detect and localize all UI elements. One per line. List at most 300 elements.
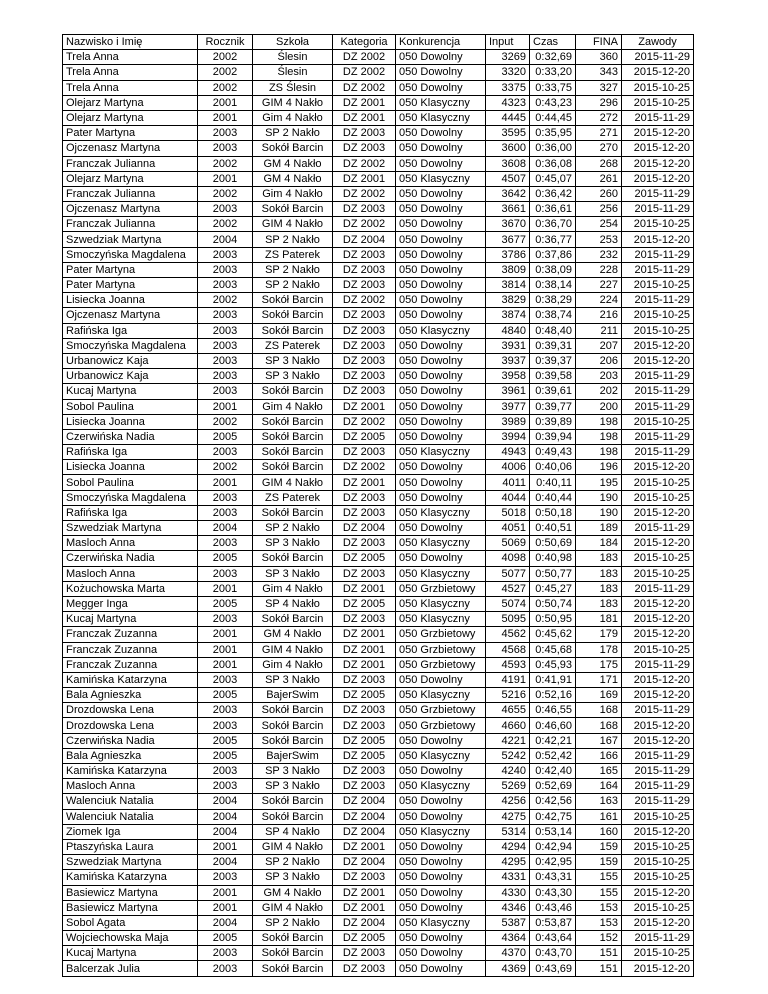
cell-year: 2003 xyxy=(198,202,253,217)
table-row xyxy=(63,490,694,505)
cell-time: 0:40,44 xyxy=(530,490,576,505)
cell-fina: 260 xyxy=(576,186,622,201)
cell-fina: 155 xyxy=(576,885,622,900)
cell-input: 5216 xyxy=(486,688,530,703)
cell-name: Czerwińska Nadia xyxy=(63,551,198,566)
cell-event: 050 Dowolny xyxy=(396,384,486,399)
cell-fina: 198 xyxy=(576,429,622,444)
cell-school: Sokół Barcin xyxy=(253,809,333,824)
cell-year: 2001 xyxy=(198,399,253,414)
cell-year: 2004 xyxy=(198,232,253,247)
cell-category: DZ 2003 xyxy=(333,779,396,794)
cell-name: Kucaj Martyna xyxy=(63,946,198,961)
cell-fina: 164 xyxy=(576,779,622,794)
cell-time: 0:36,42 xyxy=(530,186,576,201)
cell-event: 050 Klasyczny xyxy=(396,779,486,794)
cell-school: Sokół Barcin xyxy=(253,202,333,217)
cell-date: 2015-12-20 xyxy=(622,885,694,900)
table-row xyxy=(63,612,694,627)
cell-input: 3269 xyxy=(486,50,530,65)
cell-fina: 211 xyxy=(576,323,622,338)
cell-category: DZ 2003 xyxy=(333,323,396,338)
cell-category: DZ 2003 xyxy=(333,718,396,733)
cell-date: 2015-11-29 xyxy=(622,764,694,779)
cell-date: 2015-10-25 xyxy=(622,308,694,323)
table-row xyxy=(63,171,694,186)
cell-name: Szwedziak Martyna xyxy=(63,855,198,870)
cell-event: 050 Dowolny xyxy=(396,126,486,141)
cell-school: ZS Paterek xyxy=(253,338,333,353)
cell-input: 4051 xyxy=(486,521,530,536)
cell-year: 2003 xyxy=(198,262,253,277)
cell-year: 2004 xyxy=(198,824,253,839)
cell-category: DZ 2004 xyxy=(333,521,396,536)
cell-category: DZ 2005 xyxy=(333,688,396,703)
cell-input: 3375 xyxy=(486,80,530,95)
cell-fina: 179 xyxy=(576,627,622,642)
cell-fina: 200 xyxy=(576,399,622,414)
cell-time: 0:45,68 xyxy=(530,642,576,657)
cell-category: DZ 2003 xyxy=(333,764,396,779)
cell-event: 050 Dowolny xyxy=(396,338,486,353)
cell-fina: 168 xyxy=(576,718,622,733)
cell-event: 050 Dowolny xyxy=(396,900,486,915)
cell-year: 2005 xyxy=(198,551,253,566)
cell-time: 0:39,31 xyxy=(530,338,576,353)
cell-year: 2003 xyxy=(198,870,253,885)
cell-name: Masloch Anna xyxy=(63,536,198,551)
cell-date: 2015-12-20 xyxy=(622,961,694,976)
table-row xyxy=(63,308,694,323)
cell-school: Sokół Barcin xyxy=(253,931,333,946)
cell-category: DZ 2003 xyxy=(333,353,396,368)
table-row xyxy=(63,247,694,262)
cell-date: 2015-12-20 xyxy=(622,627,694,642)
cell-name: Franczak Julianna xyxy=(63,186,198,201)
cell-event: 050 Dowolny xyxy=(396,839,486,854)
cell-time: 0:38,74 xyxy=(530,308,576,323)
cell-year: 2001 xyxy=(198,581,253,596)
cell-name: Czerwińska Nadia xyxy=(63,429,198,444)
cell-event: 050 Dowolny xyxy=(396,247,486,262)
table-row xyxy=(63,764,694,779)
cell-time: 0:39,89 xyxy=(530,414,576,429)
cell-name: Sobol Agata xyxy=(63,915,198,930)
cell-time: 0:46,55 xyxy=(530,703,576,718)
cell-name: Trela Anna xyxy=(63,65,198,80)
cell-fina: 261 xyxy=(576,171,622,186)
cell-event: 050 Dowolny xyxy=(396,308,486,323)
cell-input: 3809 xyxy=(486,262,530,277)
column-header-category: Kategoria xyxy=(333,35,396,50)
cell-time: 0:36,00 xyxy=(530,141,576,156)
table-row xyxy=(63,353,694,368)
cell-year: 2005 xyxy=(198,429,253,444)
cell-date: 2015-12-20 xyxy=(622,915,694,930)
cell-event: 050 Klasyczny xyxy=(396,748,486,763)
cell-fina: 195 xyxy=(576,475,622,490)
cell-time: 0:40,51 xyxy=(530,521,576,536)
cell-school: Sokół Barcin xyxy=(253,308,333,323)
cell-input: 4445 xyxy=(486,110,530,125)
table-row xyxy=(63,672,694,687)
cell-name: Kucaj Martyna xyxy=(63,612,198,627)
cell-school: SP 2 Nakło xyxy=(253,855,333,870)
cell-school: Sokół Barcin xyxy=(253,718,333,733)
cell-time: 0:52,69 xyxy=(530,779,576,794)
table-row xyxy=(63,733,694,748)
cell-input: 4346 xyxy=(486,900,530,915)
cell-time: 0:38,09 xyxy=(530,262,576,277)
cell-name: Masloch Anna xyxy=(63,566,198,581)
cell-time: 0:50,95 xyxy=(530,612,576,627)
cell-name: Olejarz Martyna xyxy=(63,171,198,186)
cell-time: 0:52,16 xyxy=(530,688,576,703)
cell-year: 2002 xyxy=(198,50,253,65)
cell-date: 2015-12-20 xyxy=(622,171,694,186)
cell-input: 4098 xyxy=(486,551,530,566)
cell-input: 4655 xyxy=(486,703,530,718)
cell-event: 050 Dowolny xyxy=(396,931,486,946)
cell-year: 2004 xyxy=(198,809,253,824)
cell-input: 4294 xyxy=(486,839,530,854)
cell-input: 3814 xyxy=(486,278,530,293)
cell-fina: 189 xyxy=(576,521,622,536)
cell-year: 2003 xyxy=(198,718,253,733)
cell-category: DZ 2002 xyxy=(333,65,396,80)
table-row xyxy=(63,521,694,536)
cell-date: 2015-12-20 xyxy=(622,733,694,748)
cell-event: 050 Klasyczny xyxy=(396,915,486,930)
cell-category: DZ 2003 xyxy=(333,870,396,885)
cell-time: 0:45,62 xyxy=(530,627,576,642)
cell-time: 0:53,87 xyxy=(530,915,576,930)
cell-fina: 161 xyxy=(576,809,622,824)
cell-year: 2003 xyxy=(198,141,253,156)
cell-year: 2003 xyxy=(198,308,253,323)
cell-school: Sokół Barcin xyxy=(253,794,333,809)
cell-input: 4331 xyxy=(486,870,530,885)
cell-fina: 166 xyxy=(576,748,622,763)
cell-school: ZS Paterek xyxy=(253,247,333,262)
cell-year: 2003 xyxy=(198,566,253,581)
cell-date: 2015-11-29 xyxy=(622,657,694,672)
cell-category: DZ 2001 xyxy=(333,627,396,642)
cell-school: Sokół Barcin xyxy=(253,141,333,156)
cell-school: SP 4 Nakło xyxy=(253,824,333,839)
table-row xyxy=(63,65,694,80)
cell-date: 2015-12-20 xyxy=(622,126,694,141)
cell-input: 3642 xyxy=(486,186,530,201)
cell-category: DZ 2002 xyxy=(333,414,396,429)
cell-date: 2015-10-25 xyxy=(622,855,694,870)
table-row xyxy=(63,414,694,429)
cell-event: 050 Dowolny xyxy=(396,65,486,80)
cell-input: 4011 xyxy=(486,475,530,490)
cell-year: 2001 xyxy=(198,627,253,642)
cell-date: 2015-10-25 xyxy=(622,278,694,293)
cell-category: DZ 2002 xyxy=(333,80,396,95)
cell-time: 0:39,37 xyxy=(530,353,576,368)
cell-year: 2003 xyxy=(198,703,253,718)
cell-fina: 206 xyxy=(576,353,622,368)
cell-date: 2015-10-25 xyxy=(622,490,694,505)
cell-name: Rafińska Iga xyxy=(63,505,198,520)
cell-name: Basiewicz Martyna xyxy=(63,885,198,900)
cell-date: 2015-12-20 xyxy=(622,505,694,520)
table-row xyxy=(63,323,694,338)
cell-fina: 153 xyxy=(576,915,622,930)
table-row xyxy=(63,885,694,900)
cell-year: 2003 xyxy=(198,612,253,627)
cell-event: 050 Grzbietowy xyxy=(396,703,486,718)
cell-name: Urbanowicz Kaja xyxy=(63,369,198,384)
cell-category: DZ 2001 xyxy=(333,839,396,854)
cell-category: DZ 2004 xyxy=(333,809,396,824)
cell-input: 3600 xyxy=(486,141,530,156)
column-header-school: Szkoła xyxy=(253,35,333,50)
table-row xyxy=(63,141,694,156)
cell-fina: 268 xyxy=(576,156,622,171)
cell-fina: 360 xyxy=(576,50,622,65)
cell-school: Gim 4 Nakło xyxy=(253,110,333,125)
cell-date: 2015-10-25 xyxy=(622,642,694,657)
cell-year: 2003 xyxy=(198,126,253,141)
cell-input: 5095 xyxy=(486,612,530,627)
cell-fina: 152 xyxy=(576,931,622,946)
cell-input: 3320 xyxy=(486,65,530,80)
cell-time: 0:53,14 xyxy=(530,824,576,839)
cell-name: Drozdowska Lena xyxy=(63,718,198,733)
cell-event: 050 Klasyczny xyxy=(396,171,486,186)
cell-year: 2003 xyxy=(198,490,253,505)
cell-input: 3931 xyxy=(486,338,530,353)
cell-time: 0:42,40 xyxy=(530,764,576,779)
cell-event: 050 Klasyczny xyxy=(396,612,486,627)
cell-date: 2015-11-29 xyxy=(622,399,694,414)
cell-time: 0:43,23 xyxy=(530,95,576,110)
cell-year: 2004 xyxy=(198,915,253,930)
cell-time: 0:36,77 xyxy=(530,232,576,247)
cell-time: 0:44,45 xyxy=(530,110,576,125)
cell-time: 0:40,98 xyxy=(530,551,576,566)
cell-school: SP 2 Nakło xyxy=(253,232,333,247)
cell-fina: 190 xyxy=(576,505,622,520)
cell-fina: 171 xyxy=(576,672,622,687)
cell-school: Sokół Barcin xyxy=(253,612,333,627)
cell-school: GM 4 Nakło xyxy=(253,156,333,171)
cell-date: 2015-10-25 xyxy=(622,217,694,232)
cell-event: 050 Dowolny xyxy=(396,490,486,505)
cell-time: 0:42,56 xyxy=(530,794,576,809)
cell-category: DZ 2002 xyxy=(333,293,396,308)
table-row xyxy=(63,581,694,596)
cell-name: Lisiecka Joanna xyxy=(63,414,198,429)
cell-event: 050 Dowolny xyxy=(396,278,486,293)
cell-time: 0:49,43 xyxy=(530,445,576,460)
cell-fina: 216 xyxy=(576,308,622,323)
table-row xyxy=(63,50,694,65)
cell-school: Sokół Barcin xyxy=(253,551,333,566)
cell-time: 0:43,69 xyxy=(530,961,576,976)
cell-event: 050 Klasyczny xyxy=(396,505,486,520)
cell-fina: 256 xyxy=(576,202,622,217)
cell-date: 2015-11-29 xyxy=(622,521,694,536)
cell-year: 2001 xyxy=(198,475,253,490)
cell-input: 3661 xyxy=(486,202,530,217)
cell-fina: 167 xyxy=(576,733,622,748)
cell-date: 2015-10-25 xyxy=(622,95,694,110)
cell-date: 2015-12-20 xyxy=(622,612,694,627)
cell-school: GIM 4 Nakło xyxy=(253,95,333,110)
cell-fina: 181 xyxy=(576,612,622,627)
column-header-name: Nazwisko i Imię xyxy=(63,35,198,50)
cell-year: 2003 xyxy=(198,278,253,293)
cell-date: 2015-11-29 xyxy=(622,202,694,217)
cell-time: 0:36,08 xyxy=(530,156,576,171)
cell-fina: 184 xyxy=(576,536,622,551)
cell-year: 2001 xyxy=(198,900,253,915)
cell-school: GM 4 Nakło xyxy=(253,885,333,900)
table-row xyxy=(63,642,694,657)
cell-date: 2015-10-25 xyxy=(622,551,694,566)
cell-time: 0:40,11 xyxy=(530,475,576,490)
cell-category: DZ 2003 xyxy=(333,445,396,460)
cell-year: 2002 xyxy=(198,186,253,201)
cell-fina: 153 xyxy=(576,900,622,915)
cell-name: Czerwińska Nadia xyxy=(63,733,198,748)
cell-event: 050 Dowolny xyxy=(396,460,486,475)
cell-time: 0:38,29 xyxy=(530,293,576,308)
cell-fina: 159 xyxy=(576,855,622,870)
cell-category: DZ 2005 xyxy=(333,551,396,566)
table-row xyxy=(63,399,694,414)
cell-year: 2003 xyxy=(198,672,253,687)
cell-date: 2015-11-29 xyxy=(622,247,694,262)
cell-event: 050 Dowolny xyxy=(396,50,486,65)
cell-category: DZ 2001 xyxy=(333,900,396,915)
cell-school: Sokół Barcin xyxy=(253,961,333,976)
cell-time: 0:36,61 xyxy=(530,202,576,217)
cell-category: DZ 2003 xyxy=(333,338,396,353)
cell-input: 5069 xyxy=(486,536,530,551)
cell-name: Pater Martyna xyxy=(63,278,198,293)
cell-input: 3677 xyxy=(486,232,530,247)
cell-date: 2015-12-20 xyxy=(622,672,694,687)
cell-date: 2015-11-29 xyxy=(622,50,694,65)
cell-input: 4507 xyxy=(486,171,530,186)
cell-name: Sobol Paulina xyxy=(63,399,198,414)
cell-time: 0:45,07 xyxy=(530,171,576,186)
cell-time: 0:43,46 xyxy=(530,900,576,915)
cell-event: 050 Dowolny xyxy=(396,885,486,900)
cell-time: 0:39,58 xyxy=(530,369,576,384)
cell-date: 2015-11-29 xyxy=(622,293,694,308)
cell-year: 2003 xyxy=(198,779,253,794)
table-row xyxy=(63,703,694,718)
cell-fina: 165 xyxy=(576,764,622,779)
cell-event: 050 Dowolny xyxy=(396,475,486,490)
cell-school: SP 3 Nakło xyxy=(253,870,333,885)
cell-year: 2001 xyxy=(198,110,253,125)
cell-year: 2003 xyxy=(198,323,253,338)
cell-fina: 159 xyxy=(576,839,622,854)
cell-category: DZ 2004 xyxy=(333,794,396,809)
table-row xyxy=(63,748,694,763)
cell-input: 4191 xyxy=(486,672,530,687)
cell-fina: 271 xyxy=(576,126,622,141)
cell-school: Sokół Barcin xyxy=(253,293,333,308)
cell-category: DZ 2003 xyxy=(333,141,396,156)
cell-input: 4240 xyxy=(486,764,530,779)
table-row xyxy=(63,551,694,566)
cell-time: 0:39,61 xyxy=(530,384,576,399)
cell-year: 2003 xyxy=(198,961,253,976)
header-row xyxy=(63,35,694,50)
cell-name: Smoczyńska Magdalena xyxy=(63,490,198,505)
cell-date: 2015-11-29 xyxy=(622,445,694,460)
cell-input: 4330 xyxy=(486,885,530,900)
cell-fina: 160 xyxy=(576,824,622,839)
cell-input: 3874 xyxy=(486,308,530,323)
cell-school: GIM 4 Nakło xyxy=(253,900,333,915)
cell-input: 4660 xyxy=(486,718,530,733)
cell-input: 4295 xyxy=(486,855,530,870)
table-row xyxy=(63,900,694,915)
cell-year: 2005 xyxy=(198,748,253,763)
cell-category: DZ 2002 xyxy=(333,460,396,475)
column-header-event: Konkurencja xyxy=(396,35,486,50)
cell-year: 2003 xyxy=(198,369,253,384)
cell-school: SP 3 Nakło xyxy=(253,566,333,581)
cell-input: 5077 xyxy=(486,566,530,581)
cell-fina: 183 xyxy=(576,551,622,566)
cell-name: Walenciuk Natalia xyxy=(63,809,198,824)
cell-input: 3937 xyxy=(486,353,530,368)
table-row xyxy=(63,931,694,946)
cell-input: 3977 xyxy=(486,399,530,414)
cell-input: 4840 xyxy=(486,323,530,338)
cell-input: 4943 xyxy=(486,445,530,460)
cell-name: Kamińska Katarzyna xyxy=(63,672,198,687)
cell-school: Sokół Barcin xyxy=(253,703,333,718)
cell-year: 2002 xyxy=(198,217,253,232)
cell-event: 050 Dowolny xyxy=(396,141,486,156)
cell-name: Kożuchowska Marta xyxy=(63,581,198,596)
results-table xyxy=(62,34,694,977)
cell-input: 4006 xyxy=(486,460,530,475)
table-row xyxy=(63,156,694,171)
cell-category: DZ 2003 xyxy=(333,262,396,277)
cell-time: 0:42,75 xyxy=(530,809,576,824)
cell-category: DZ 2003 xyxy=(333,308,396,323)
table-row xyxy=(63,779,694,794)
cell-date: 2015-10-25 xyxy=(622,323,694,338)
cell-name: Franczak Zuzanna xyxy=(63,657,198,672)
cell-date: 2015-11-29 xyxy=(622,429,694,444)
cell-name: Pater Martyna xyxy=(63,262,198,277)
cell-school: Gim 4 Nakło xyxy=(253,399,333,414)
cell-category: DZ 2001 xyxy=(333,110,396,125)
cell-school: GIM 4 Nakło xyxy=(253,217,333,232)
cell-category: DZ 2001 xyxy=(333,885,396,900)
cell-category: DZ 2001 xyxy=(333,657,396,672)
cell-fina: 198 xyxy=(576,445,622,460)
cell-category: DZ 2004 xyxy=(333,915,396,930)
cell-date: 2015-10-25 xyxy=(622,839,694,854)
cell-school: Gim 4 Nakło xyxy=(253,186,333,201)
table-row xyxy=(63,338,694,353)
